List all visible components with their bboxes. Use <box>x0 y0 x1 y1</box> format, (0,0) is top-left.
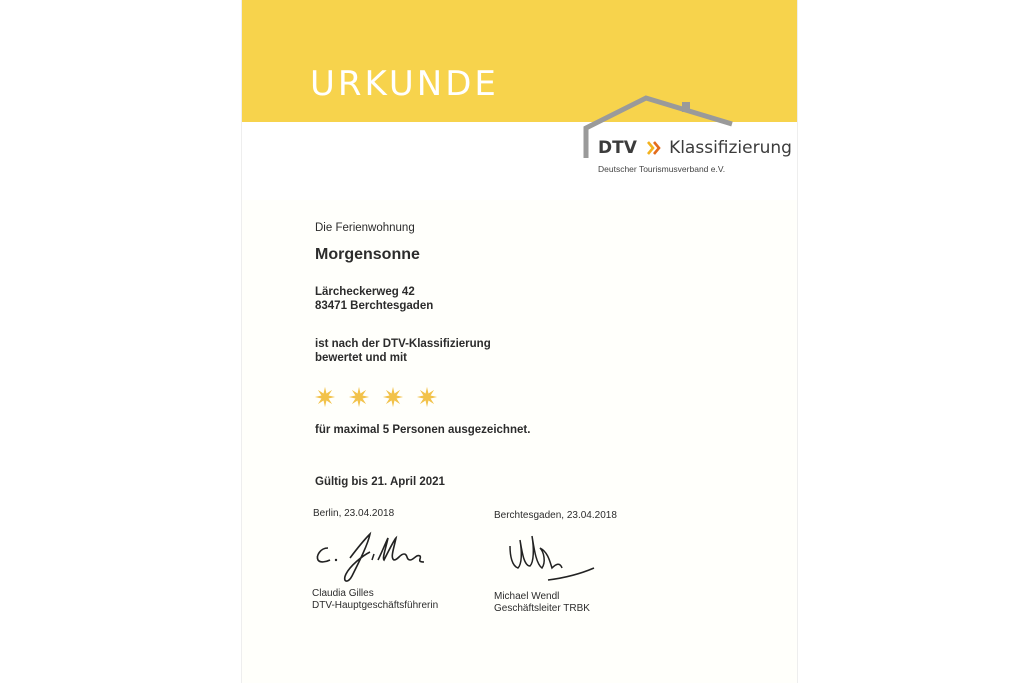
address-city: 83471 Berchtesgaden <box>315 300 434 312</box>
certificate-title: URKUNDE <box>310 64 499 104</box>
validity-text: Gültig bis 21. April 2021 <box>315 476 445 488</box>
logo-subtitle: Deutscher Tourismusverband e.V. <box>598 164 726 174</box>
right-signatory-role: Geschäftsleiter TRBK <box>494 603 590 614</box>
statement-line-1: ist nach der DTV-Klassifizierung <box>315 338 491 350</box>
logo-klassifizierung-text: Klassifizierung <box>669 138 792 158</box>
logo-dtv-text: DTV <box>598 138 637 158</box>
intro-text: Die Ferienwohnung <box>315 222 415 234</box>
dtv-logo <box>598 138 792 158</box>
property-name: Morgensonne <box>315 246 420 263</box>
double-chevron-icon <box>646 140 662 156</box>
certificate-page <box>242 0 797 683</box>
star-icon <box>382 386 404 408</box>
star-rating <box>314 386 438 408</box>
left-signatory-role: DTV-Hauptgeschäftsführerin <box>312 600 439 611</box>
star-icon <box>348 386 370 408</box>
star-icon <box>416 386 438 408</box>
persons-text: für maximal 5 Personen ausgezeichnet. <box>315 424 531 436</box>
statement-line-2: bewertet und mit <box>315 352 408 364</box>
star-icon <box>314 386 336 408</box>
address-street: Lärcheckerweg 42 <box>315 286 415 298</box>
right-place-date: Berchtesgaden, 23.04.2018 <box>494 510 617 521</box>
left-signatory-name: Claudia Gilles <box>312 588 374 599</box>
left-place-date: Berlin, 23.04.2018 <box>313 508 395 519</box>
signature-right <box>504 528 604 588</box>
signature-left <box>312 530 442 585</box>
right-signatory-name: Michael Wendl <box>494 591 560 602</box>
